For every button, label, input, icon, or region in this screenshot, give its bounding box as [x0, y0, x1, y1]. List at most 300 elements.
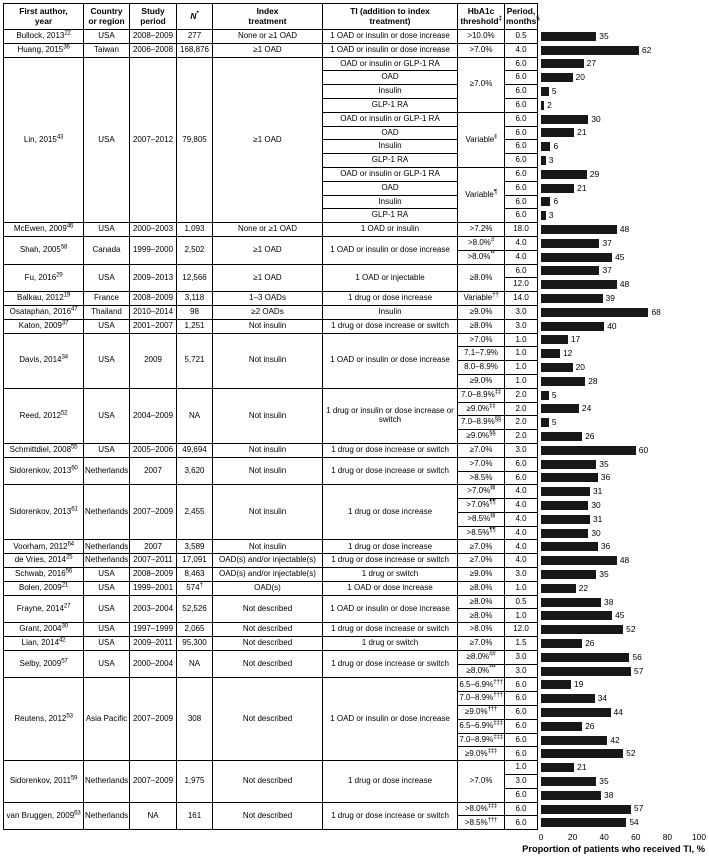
author-cell: van Bruggen, 2009$^{63}$: [4, 802, 84, 830]
n-cell: 17,091: [177, 554, 213, 568]
bar-row: [539, 59, 707, 68]
period-months-cell: 6.0: [505, 802, 538, 816]
bar-cell: [538, 347, 709, 361]
country-cell: USA: [84, 623, 130, 637]
author-cell: de Vries, 2014$^{25}$: [4, 554, 84, 568]
bar: [541, 680, 571, 689]
n-cell: 1,975: [177, 761, 213, 802]
bar: [541, 87, 549, 96]
bar-row: [539, 460, 707, 469]
hba1c-threshold-cell: ≥9.0%‡‡: [458, 402, 505, 416]
period-months-cell: 4.0: [505, 526, 538, 540]
period-months-cell: 4.0: [505, 512, 538, 526]
bar-row: [539, 570, 707, 579]
country-cell: France: [84, 292, 130, 306]
bar-row: [539, 280, 707, 289]
ti-cell: 1 drug or dose increase: [323, 485, 458, 540]
bar: [541, 211, 546, 220]
bar-cell: [538, 361, 709, 375]
hba1c-threshold-cell: 7.0–8.9%‡‡: [458, 388, 505, 402]
study-period-cell: 2007–2011: [130, 554, 177, 568]
study-period-cell: 2007–2012: [130, 57, 177, 223]
period-months-cell: 6.0: [505, 706, 538, 720]
hba1c-threshold-cell: >7.2%: [458, 223, 505, 237]
bar: [541, 639, 582, 648]
ti-cell: GLP-1 RA: [323, 154, 458, 168]
table-row: [4, 264, 709, 278]
index-treatment-cell: Not insulin: [213, 319, 323, 333]
period-months-cell: 6.0: [505, 733, 538, 747]
study-period-cell: 2001–2007: [130, 319, 177, 333]
bar-row: [539, 556, 707, 565]
table-row: [4, 236, 709, 250]
author-cell: Schwab, 2016$^{56}$: [4, 568, 84, 582]
hba1c-threshold-cell: 7.0–8.9%‡‡‡: [458, 733, 505, 747]
index-treatment-cell: Not described: [213, 623, 323, 637]
period-months-cell: 6.0: [505, 471, 538, 485]
country-cell: USA: [84, 57, 130, 223]
bar-value-label: 54: [629, 817, 639, 828]
bar-cell: [538, 581, 709, 595]
hba1c-threshold-cell: ≥8.0%: [458, 264, 505, 292]
study-ti-figure: [0, 3, 709, 867]
bar-row: [539, 515, 707, 524]
bar-row: [539, 818, 708, 827]
bar-row: [539, 708, 707, 717]
bar-value-label: 6: [553, 141, 559, 152]
period-months-cell: 1.5: [505, 637, 538, 651]
bar-value-label: 26: [585, 720, 595, 731]
n-cell: 3,620: [177, 457, 213, 485]
bar: [541, 584, 576, 593]
index-treatment-cell: ≥1 OAD: [213, 236, 323, 264]
period-months-cell: 1.0: [505, 761, 538, 775]
country-cell: Netherlands: [84, 802, 130, 830]
bar-value-label: 21: [577, 182, 587, 193]
period-months-cell: 4.0: [505, 554, 538, 568]
bar-row: [539, 639, 707, 648]
study-period-cell: 1997–1999: [130, 623, 177, 637]
period-months-cell: 6.0: [505, 195, 538, 209]
bar-value-label: 34: [597, 693, 608, 704]
period-months-cell: 6.0: [505, 209, 538, 223]
study-period-cell: 2003–2004: [130, 595, 177, 623]
hba1c-threshold-cell: ≥7.0%: [458, 554, 505, 568]
table-row: [4, 443, 709, 457]
study-table-body: [4, 30, 709, 830]
bar-cell: [538, 98, 709, 112]
ti-cell: OAD: [323, 181, 458, 195]
study-period-cell: 2009–2011: [130, 637, 177, 651]
bar-cell: [538, 761, 709, 775]
bar-row: [539, 667, 707, 676]
bar-value-label: 26: [585, 430, 595, 441]
bar-value-label: 35: [599, 458, 609, 469]
bar-row: [539, 363, 707, 372]
bar-value-label: 52: [626, 748, 636, 759]
bar: [541, 59, 584, 68]
bar-row: [539, 432, 707, 441]
bar: [541, 667, 631, 676]
bar-cell: [538, 57, 709, 71]
study-table: [3, 3, 709, 830]
bar-row: [539, 211, 707, 220]
bar-cell: [538, 402, 709, 416]
period-months-cell: 6.0: [505, 98, 538, 112]
hba1c-threshold-cell: >8.0%#: [458, 236, 505, 250]
country-cell: USA: [84, 223, 130, 237]
bar: [541, 708, 611, 717]
period-months-cell: 6.0: [505, 57, 538, 71]
study-period-cell: 2006–2008: [130, 43, 177, 57]
index-treatment-cell: Not insulin: [213, 443, 323, 457]
hba1c-threshold-cell: ≥8.0%: [458, 581, 505, 595]
bar-cell: [538, 305, 709, 319]
bar-row: [539, 653, 707, 662]
hba1c-threshold-cell: >8.5%‖‖: [458, 512, 505, 526]
study-period-cell: 2008–2009: [130, 292, 177, 306]
bar-row: [539, 625, 707, 634]
bar: [541, 280, 617, 289]
hba1c-threshold-cell: ≥9.0%‡‡‡: [458, 747, 505, 761]
bar-cell: [538, 416, 709, 430]
country-cell: USA: [84, 443, 130, 457]
bar: [541, 128, 574, 137]
period-months-cell: 0.5: [505, 595, 538, 609]
bar-value-label: 57: [634, 665, 644, 676]
bar-cell: [538, 43, 709, 57]
table-row: [4, 485, 709, 499]
hba1c-threshold-cell: ≥7.0%: [458, 443, 505, 457]
bar-cell: [538, 802, 709, 816]
hba1c-threshold-cell: ≥8.0%: [458, 609, 505, 623]
bar-row: [539, 239, 707, 248]
bar: [541, 805, 631, 814]
ti-cell: Insulin: [323, 140, 458, 154]
bar-value-label: 26: [585, 637, 595, 648]
bar: [541, 446, 636, 455]
bar-value-label: 36: [600, 541, 611, 552]
bar-value-label: 52: [626, 624, 636, 635]
ti-cell: OAD: [323, 126, 458, 140]
hba1c-threshold-cell: >8.5%: [458, 471, 505, 485]
bar-value-label: 28: [588, 375, 598, 386]
period-months-cell: 3.0: [505, 664, 538, 678]
period-months-cell: 3.0: [505, 650, 538, 664]
bar-value-label: 38: [604, 789, 614, 800]
x-axis-tick: 20: [567, 832, 578, 843]
country-cell: USA: [84, 30, 130, 44]
index-treatment-cell: ≥1 OAD: [213, 57, 323, 223]
bar: [541, 542, 598, 551]
bar-cell: [538, 788, 709, 802]
bar-row: [539, 322, 707, 331]
country-cell: Taiwan: [84, 43, 130, 57]
bar-row: [539, 266, 707, 275]
ti-cell: 1 OAD or insulin or dose increase: [323, 678, 458, 761]
x-axis-tick: 40: [599, 832, 609, 843]
index-treatment-cell: Not described: [213, 595, 323, 623]
country-cell: Netherlands: [84, 761, 130, 802]
period-months-cell: 3.0: [505, 319, 538, 333]
ti-cell: 1 OAD or insulin or dose increase: [323, 30, 458, 44]
index-treatment-cell: ≥2 OADs: [213, 305, 323, 319]
index-treatment-cell: None or ≥1 OAD: [213, 30, 323, 44]
bar-row: [539, 308, 707, 317]
bar-row: [539, 142, 707, 151]
n-cell: 98: [177, 305, 213, 319]
hba1c-threshold-cell: >7.0%: [458, 457, 505, 471]
ti-cell: 1 OAD or insulin or dose increase: [323, 595, 458, 623]
table-row: [4, 595, 709, 609]
ti-cell: GLP-1 RA: [323, 209, 458, 223]
study-period-cell: 2000–2004: [130, 650, 177, 678]
hba1c-threshold-cell: >7.0%: [458, 333, 505, 347]
ti-cell: 1 OAD or insulin: [323, 223, 458, 237]
n-cell: 52,526: [177, 595, 213, 623]
bar-cell: [538, 706, 709, 720]
country-cell: Netherlands: [84, 457, 130, 485]
ti-cell: 1 drug or dose increase: [323, 761, 458, 802]
country-cell: USA: [84, 650, 130, 678]
bar-cell: [538, 595, 709, 609]
study-period-cell: 2010–2014: [130, 305, 177, 319]
index-treatment-cell: Not described: [213, 761, 323, 802]
ti-cell: OAD: [323, 71, 458, 85]
bar-row: [539, 529, 707, 538]
n-cell: NA: [177, 650, 213, 678]
study-period-cell: 2008–2009: [130, 30, 177, 44]
table-row: [4, 554, 709, 568]
n-cell: 2,065: [177, 623, 213, 637]
bar-row: [539, 791, 707, 800]
hba1c-threshold-cell: 6.5–6.9%‡‡‡: [458, 719, 505, 733]
table-row: [4, 650, 709, 664]
table-row: [4, 581, 709, 595]
bar-value-label: 21: [577, 762, 587, 773]
bar-value-label: 35: [599, 30, 609, 41]
author-cell: McEwen, 2009$^{46}$: [4, 223, 84, 237]
bar-cell: [538, 374, 709, 388]
bar-cell: [538, 223, 709, 237]
ti-cell: 1 drug or switch: [323, 568, 458, 582]
bar-cell: [538, 278, 709, 292]
index-treatment-cell: OAD(s) and/or injectable(s): [213, 568, 323, 582]
bar-cell: [538, 140, 709, 154]
period-months-cell: 6.0: [505, 154, 538, 168]
bar-row: [539, 87, 707, 96]
hba1c-threshold-cell: ≥9.0%§§: [458, 430, 505, 444]
bar: [541, 170, 587, 179]
hba1c-threshold-cell: ≥7.0%: [458, 57, 505, 112]
study-period-cell: 2007: [130, 540, 177, 554]
period-months-cell: 2.0: [505, 388, 538, 402]
period-months-cell: 6.0: [505, 457, 538, 471]
bar-cell: [538, 747, 709, 761]
bar-row: [539, 294, 707, 303]
bar-value-label: 56: [632, 651, 642, 662]
author-cell: Balkau, 2012$^{19}$: [4, 292, 84, 306]
ti-cell: 1 drug or dose increase or switch: [323, 650, 458, 678]
table-row: [4, 568, 709, 582]
period-months-cell: 18.0: [505, 223, 538, 237]
index-treatment-cell: Not described: [213, 802, 323, 830]
n-cell: 95,300: [177, 637, 213, 651]
author-cell: Lin, 2015$^{43}$: [4, 57, 84, 223]
bar-value-label: 45: [615, 610, 625, 621]
bar: [541, 763, 574, 772]
bar: [541, 777, 596, 786]
country-cell: Asia Pacific: [84, 678, 130, 761]
study-period-cell: NA: [130, 802, 177, 830]
index-treatment-cell: OAD(s): [213, 581, 323, 595]
period-months-cell: 3.0: [505, 443, 538, 457]
hba1c-threshold-cell: 8.0–8.9%: [458, 361, 505, 375]
n-cell: 3,118: [177, 292, 213, 306]
period-months-cell: 3.0: [505, 775, 538, 789]
bar-cell: [538, 154, 709, 168]
hba1c-threshold-cell: ≥8.0%***: [458, 664, 505, 678]
bar-cell: [538, 733, 709, 747]
bar-value-label: 35: [599, 775, 609, 786]
ti-cell: 1 drug or dose increase or switch: [323, 443, 458, 457]
author-cell: Davis, 2014$^{34}$: [4, 333, 84, 388]
bar-cell: [538, 526, 709, 540]
bar-cell: [538, 816, 709, 830]
bar-row: [539, 418, 707, 427]
bar-value-label: 45: [615, 251, 625, 262]
bar: [541, 501, 588, 510]
bar-cell: [538, 485, 709, 499]
bar: [541, 322, 604, 331]
bar-cell: [538, 236, 709, 250]
ti-cell: 1 OAD or injectable: [323, 264, 458, 292]
hba1c-threshold-cell: >8.0%: [458, 623, 505, 637]
ti-cell: GLP-1 RA: [323, 98, 458, 112]
bar-cell: [538, 554, 709, 568]
bar-value-label: 17: [570, 334, 581, 345]
ti-cell: 1 OAD or dose increase: [323, 581, 458, 595]
author-cell: Osataphan, 2016$^{47}$: [4, 305, 84, 319]
hba1c-threshold-cell: Variable¶: [458, 167, 505, 222]
period-months-cell: 4.0: [505, 540, 538, 554]
hba1c-threshold-cell: ≥9.0%: [458, 374, 505, 388]
col-header-index-treatment: Index treatment: [213, 4, 323, 30]
bar: [541, 239, 599, 248]
ti-cell: 1 drug or switch: [323, 637, 458, 651]
period-months-cell: 4.0: [505, 499, 538, 513]
n-cell: 2,502: [177, 236, 213, 264]
bar-row: [539, 377, 707, 386]
author-cell: Bullock, 2013$^{22}$: [4, 30, 84, 44]
bar: [541, 115, 588, 124]
hba1c-threshold-cell: ≥9.0%: [458, 305, 505, 319]
bar: [541, 570, 596, 579]
study-period-cell: 1999–2001: [130, 581, 177, 595]
bar-row: [539, 777, 707, 786]
bar-row: [539, 184, 707, 193]
bar-value-label: 20: [575, 361, 585, 372]
x-axis-tick: 80: [662, 832, 673, 843]
n-cell: 5,721: [177, 333, 213, 388]
bar-row: [539, 584, 707, 593]
hba1c-threshold-cell: >7.0%: [458, 761, 505, 802]
x-axis-tick: 100: [692, 832, 706, 843]
bar-value-label: 37: [602, 237, 612, 248]
hba1c-threshold-cell: ≥8.0%: [458, 595, 505, 609]
n-cell: 574†: [177, 581, 213, 595]
hba1c-threshold-cell: Variable‖: [458, 112, 505, 167]
bar-row: [539, 542, 707, 551]
period-months-cell: 6.0: [505, 678, 538, 692]
bar-value-label: 20: [575, 72, 585, 83]
bar-value-label: 19: [574, 679, 584, 690]
col-header-ti: TI (addition to index treatment): [323, 4, 458, 30]
bar-value-label: 68: [651, 306, 661, 317]
hba1c-threshold-cell: ≥8.0%: [458, 319, 505, 333]
hba1c-threshold-cell: ≥7.0%: [458, 637, 505, 651]
bar-cell: [538, 126, 709, 140]
study-period-cell: 2009–2013: [130, 264, 177, 292]
bar-cell: [538, 71, 709, 85]
x-axis-tick: 60: [631, 832, 641, 843]
table-row: [4, 761, 709, 775]
country-cell: USA: [84, 319, 130, 333]
bar-row: [539, 736, 707, 745]
period-months-cell: 4.0: [505, 236, 538, 250]
ti-cell: 1 drug or dose increase or switch: [323, 457, 458, 485]
study-period-cell: 2005–2006: [130, 443, 177, 457]
bar-row: [539, 749, 707, 758]
hba1c-threshold-cell: >8.5%¶¶: [458, 526, 505, 540]
ti-cell: Insulin: [323, 195, 458, 209]
n-cell: 1,251: [177, 319, 213, 333]
index-treatment-cell: Not described: [213, 678, 323, 761]
ti-cell: 1 drug or dose increase or switch: [323, 319, 458, 333]
author-cell: Reutens, 2012$^{53}$: [4, 678, 84, 761]
bar: [541, 101, 544, 110]
hba1c-threshold-cell: >8.5%†††: [458, 816, 505, 830]
hba1c-threshold-cell: ≥7.0%: [458, 540, 505, 554]
country-cell: USA: [84, 637, 130, 651]
table-row: [4, 223, 709, 237]
country-cell: Netherlands: [84, 540, 130, 554]
study-period-cell: 2004–2009: [130, 388, 177, 443]
bar-value-label: 2: [547, 99, 552, 110]
bar-value-label: 40: [607, 320, 617, 331]
bar-row: [539, 446, 707, 455]
header-row: [4, 4, 709, 30]
ti-cell: 1 drug or dose increase or switch: [323, 623, 458, 637]
ti-cell: 1 drug or dose increase: [323, 292, 458, 306]
bar-row: [539, 197, 707, 206]
bar: [541, 473, 598, 482]
study-period-cell: 2007–2009: [130, 485, 177, 540]
bar-value-label: 31: [592, 513, 603, 524]
bar: [541, 197, 550, 206]
period-months-cell: 6.0: [505, 140, 538, 154]
table-row: [4, 319, 709, 333]
bar-value-label: 62: [641, 44, 652, 55]
index-treatment-cell: ≥1 OAD: [213, 43, 323, 57]
study-period-cell: 2009: [130, 333, 177, 388]
bar-row: [539, 115, 707, 124]
ti-cell: Insulin: [323, 85, 458, 99]
bar-cell: [538, 775, 709, 789]
bar-value-label: 60: [638, 444, 649, 455]
bar-cell: [538, 637, 709, 651]
bar-row: [539, 404, 707, 413]
